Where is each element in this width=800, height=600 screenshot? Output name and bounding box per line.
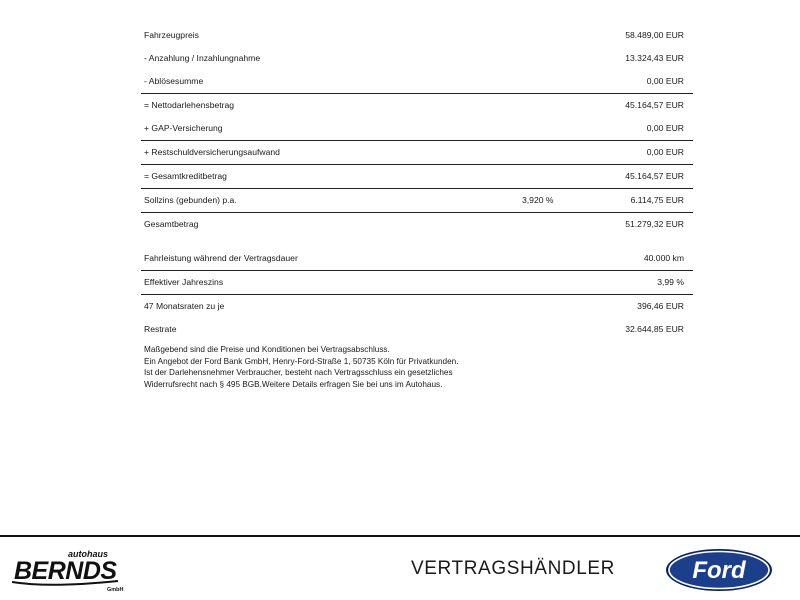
row-label: Fahrzeugpreis [144,30,199,40]
disclaimer-text [144,344,458,390]
row-label: - Anzahlung / Inzahlungnahme [144,53,261,63]
row-value: 3,99 % [657,277,684,287]
dealer-logo-top: autohaus [68,549,109,559]
row-borrowing-rate [141,189,693,213]
row-gap-insurance [141,117,693,140]
row-label: Fahrleistung während der Vertragsdauer [144,253,298,263]
dealer-logo [10,545,124,593]
row-value: 40.000 km [643,253,684,263]
row-label: = Gesamtkreditbetrag [144,171,227,181]
row-effective-rate [141,271,693,295]
row-net-loan-amount [141,94,693,117]
row-value: 396,46 EUR [637,301,684,311]
row-label: Sollzins (gebunden) p.a. [144,195,237,205]
row-label: Restrate [144,324,177,334]
row-mileage [141,247,693,271]
row-label: = Nettodarlehensbetrag [144,100,235,110]
dealer-tagline: VERTRAGSHÄNDLER [411,558,615,579]
row-gap-spacer [141,236,693,247]
row-value: 45.164,57 EUR [625,100,684,110]
row-value: 58.489,00 EUR [625,30,684,40]
row-monthly-rates [141,295,693,318]
row-value: 45.164,57 EUR [625,171,684,181]
finance-table [141,24,693,341]
row-value: 13.324,43 EUR [625,53,684,63]
dealer-logo-main: BERNDS [14,557,117,585]
row-value: 51.279,32 EUR [625,219,684,229]
row-value: 32.644,85 EUR [625,324,684,334]
footer-divider [0,535,800,537]
row-label: - Ablösesumme [144,76,204,86]
row-value: 6.114,75 EUR [630,195,684,205]
row-label: + GAP-Versicherung [144,123,223,133]
disclaimer-line: Widerrufsrecht nach § 495 BGB.Weitere Details erfragen Sie bei uns im Autohaus. [144,379,443,389]
row-value: 0,00 EUR [646,76,684,86]
ford-logo [665,548,773,592]
dealer-logo-sub: GmbH [107,587,124,593]
row-payoff-amount [141,70,693,94]
row-label: + Restschuldversicherungsaufwand [144,147,280,157]
row-down-payment [141,47,693,70]
row-label: Gesamtbetrag [144,219,199,229]
row-total-credit-amount [141,165,693,189]
row-residual-debt-insurance [141,140,693,165]
row-total-amount [141,213,693,236]
row-label: 47 Monatsraten zu je [144,301,225,311]
ford-logo-text: Ford [692,557,746,584]
disclaimer-line: Maßgebend sind die Preise und Konditionen bei Vertragsabschluss. [144,345,390,354]
disclaimer-line: Ist der Darlehensnehmer Verbraucher, besteht nach Vertragsschluss ein gesetzliches [144,368,453,378]
row-label: Effektiver Jahreszins [144,277,224,287]
disclaimer-line: Ein Angebot der Ford Bank GmbH, Henry-Ford-Straße 1, 50735 Köln für Privatkunden. [144,356,459,366]
row-vehicle-price [141,24,693,47]
row-value: 0,00 EUR [646,147,684,157]
row-rate: 3,920 % [522,195,554,205]
row-value: 0,00 EUR [646,123,684,133]
row-final-rate [141,318,693,341]
